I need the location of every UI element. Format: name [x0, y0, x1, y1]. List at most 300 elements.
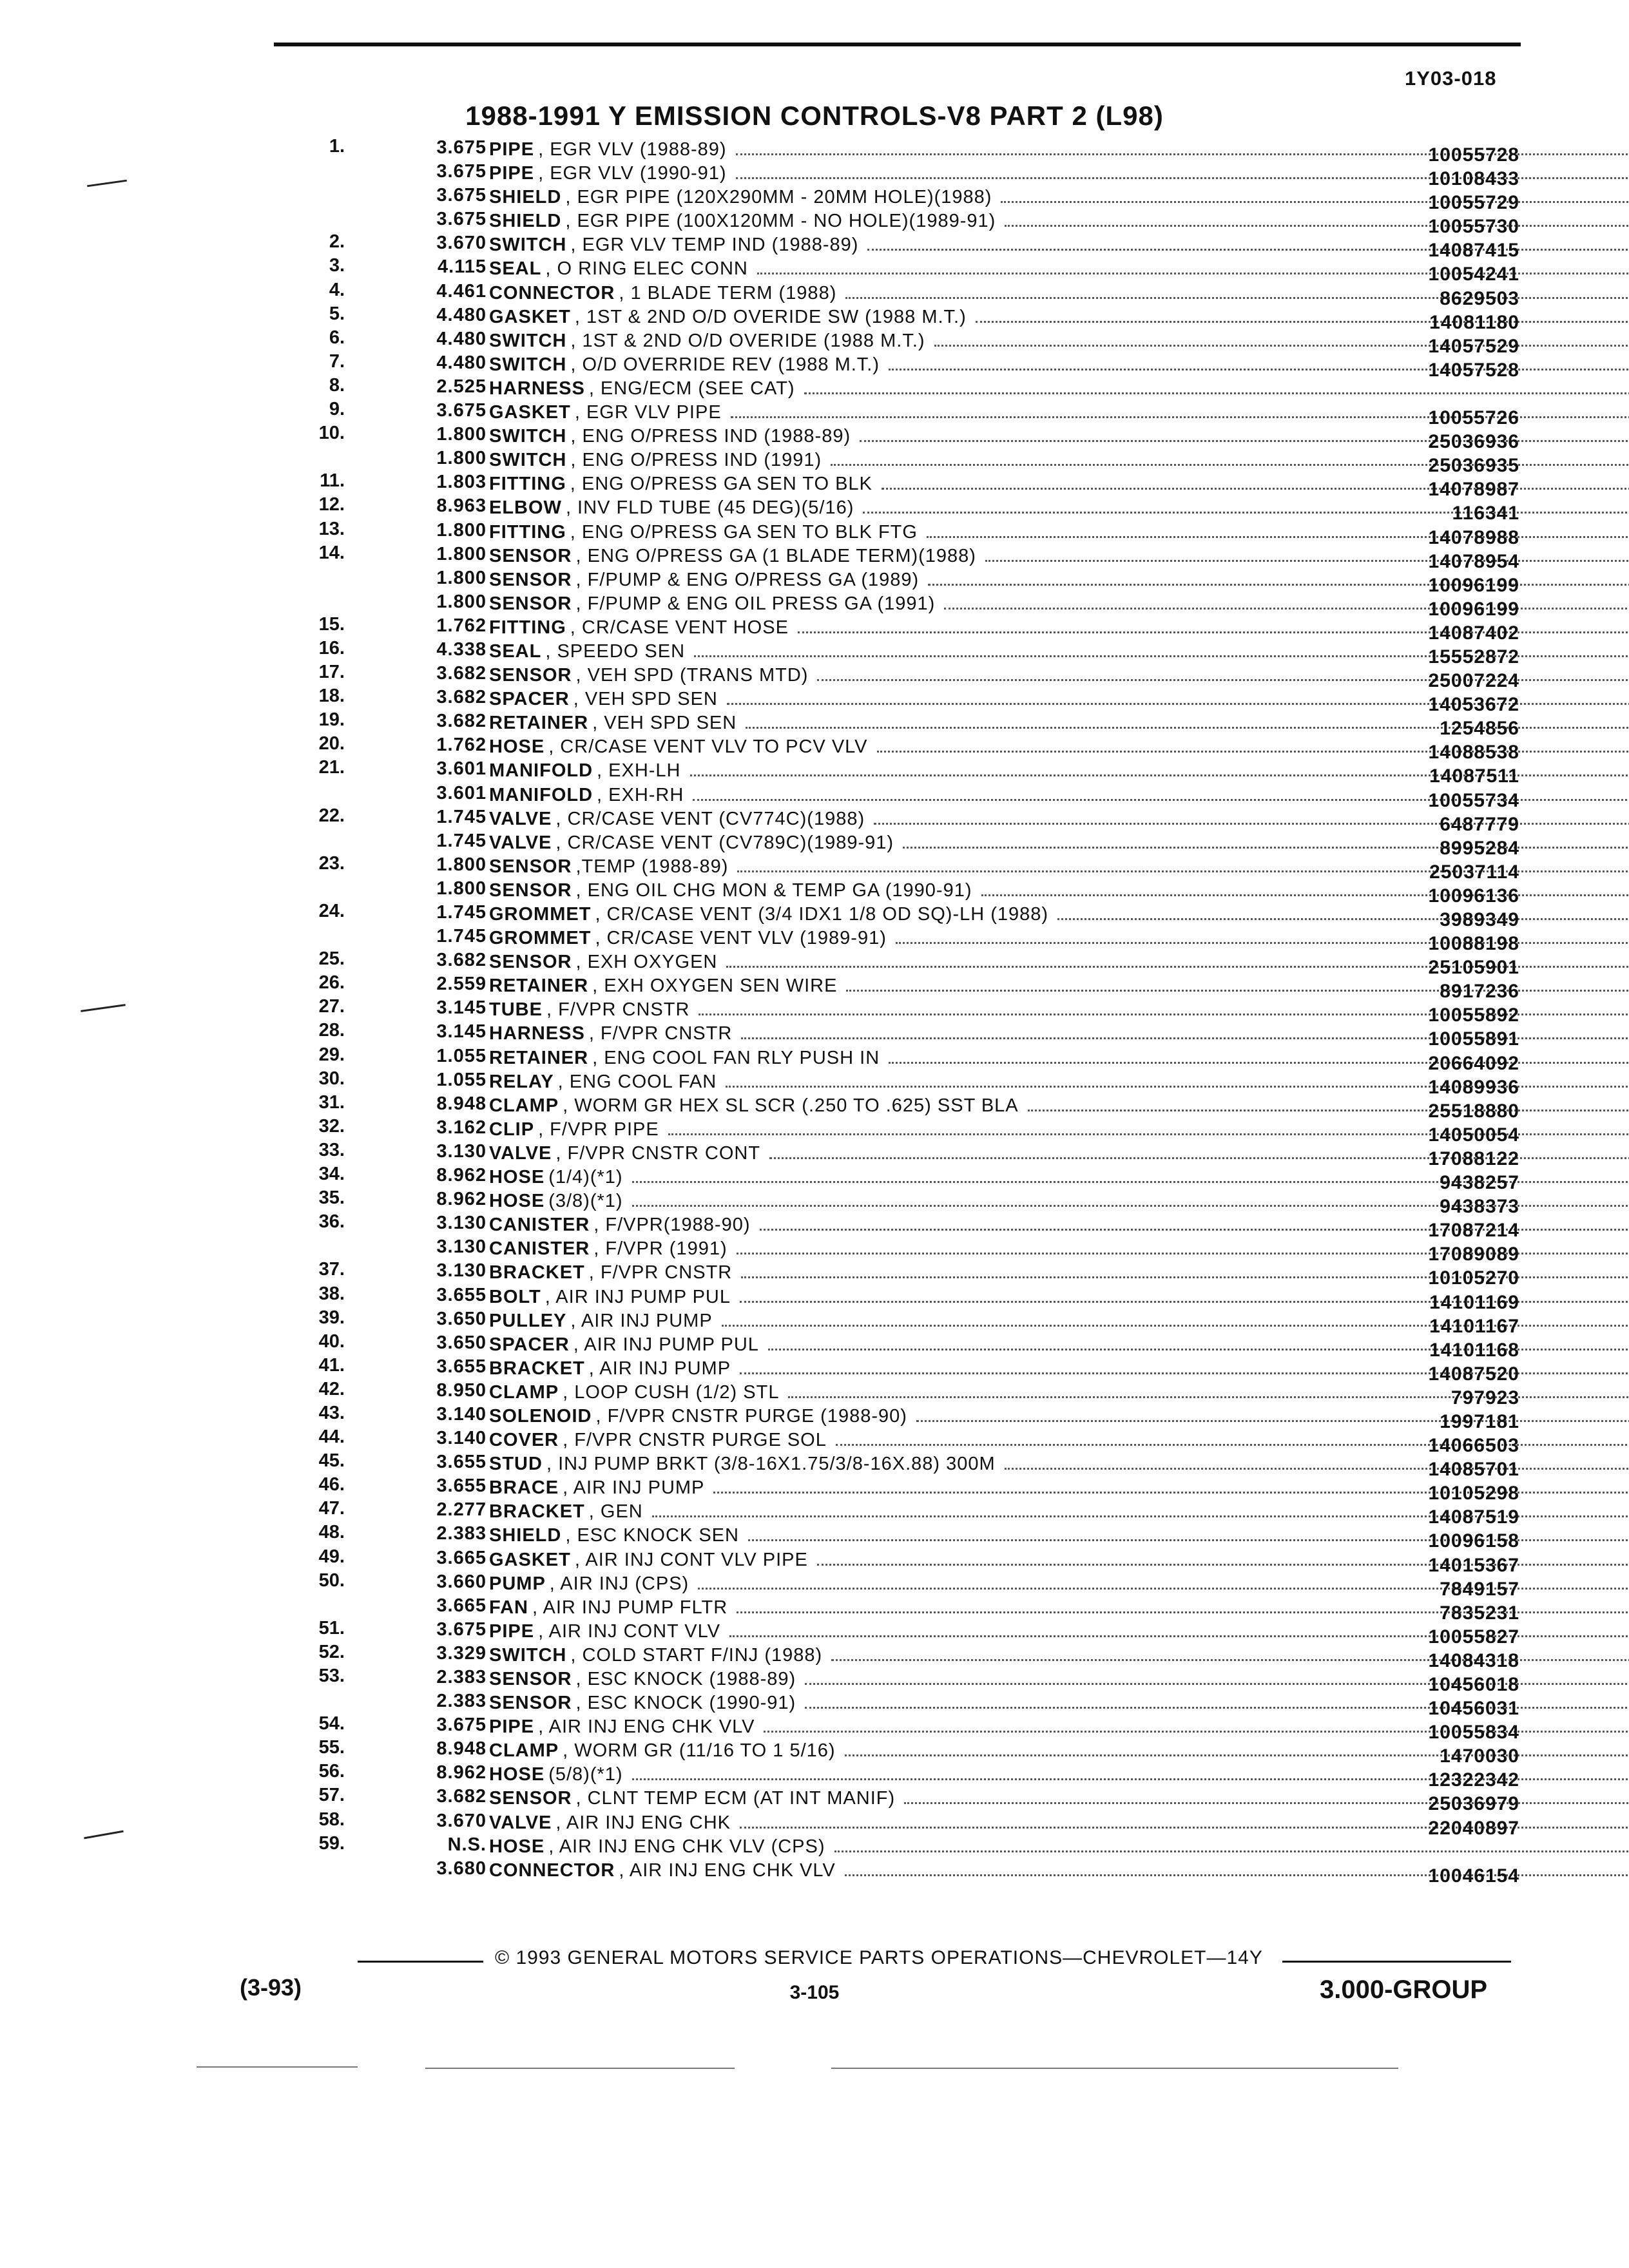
- group-number: 1.800: [436, 854, 487, 875]
- part-detail: , CR/CASE VENT (CV774C)(1988): [555, 808, 865, 829]
- group-number: 3.675: [436, 400, 487, 421]
- part-name: SEAL: [489, 640, 542, 661]
- part-name: SHIELD: [489, 187, 562, 207]
- part-detail: , F/VPR CNSTR PURGE (1988-90): [595, 1405, 907, 1426]
- part-detail: , F/VPR CNSTR: [588, 1023, 733, 1044]
- dot-leader: [834, 1836, 1629, 1852]
- part-name: VALVE: [489, 1812, 552, 1832]
- part-name: GASKET: [489, 1549, 571, 1570]
- part-name: MANIFOLD: [489, 784, 593, 805]
- part-number: 797923: [1451, 1387, 1519, 1408]
- part-name: HOSE: [489, 1764, 545, 1785]
- copyright-notice: © 1993 GENERAL MOTORS SERVICE PARTS OPERATIONS—CHEVROLET—14Y: [495, 1947, 1263, 1968]
- group-number: 3.675: [436, 137, 487, 158]
- item-number: 5.: [329, 303, 345, 324]
- part-number: 17089089: [1428, 1244, 1519, 1265]
- item-number: 35.: [318, 1187, 345, 1209]
- group-number: 8.962: [436, 1189, 487, 1210]
- part-number: 12322342: [1428, 1769, 1519, 1791]
- item-number: 55.: [318, 1737, 345, 1758]
- part-number: 10055891: [1428, 1028, 1519, 1050]
- item-number: 43.: [318, 1402, 345, 1423]
- group-number: 3.130: [436, 1213, 487, 1234]
- dot-leader: [934, 331, 1629, 347]
- margin-mark: [81, 1004, 126, 1012]
- part-name: BRACKET: [489, 1501, 585, 1522]
- part-row: [258, 1020, 1553, 1050]
- part-detail: , VEH SPD (TRANS MTD): [575, 665, 809, 686]
- item-number: 41.: [318, 1354, 345, 1376]
- item-number: 26.: [318, 972, 345, 994]
- part-number: 7835231: [1440, 1602, 1519, 1624]
- margin-mark: [84, 1831, 124, 1840]
- item-number: 46.: [318, 1474, 345, 1495]
- part-detail: , AIR INJ PUMP PUL: [545, 1286, 731, 1307]
- part-detail: , EXH-RH: [597, 784, 684, 805]
- part-number: 10096136: [1428, 885, 1519, 907]
- part-detail: , CR/CASE VENT (CV789C)(1989-91): [555, 832, 894, 852]
- part-name: SENSOR: [489, 593, 572, 613]
- dot-leader: [1057, 904, 1629, 920]
- part-number: 10054241: [1428, 264, 1519, 285]
- item-number: 22.: [318, 805, 345, 826]
- group-number: 4.461: [436, 280, 487, 302]
- part-description: [489, 1836, 1629, 1856]
- item-number: 36.: [318, 1211, 345, 1233]
- part-detail: , ENG O/PRESS IND (1988-89): [570, 426, 851, 447]
- part-detail: , EGR PIPE (100X120MM - NO HOLE)(1989-91): [565, 211, 996, 231]
- parts-list: [258, 136, 1553, 1887]
- group-number: 4.480: [436, 328, 487, 349]
- part-number: 10088198: [1428, 933, 1519, 955]
- part-number: 10105270: [1428, 1267, 1519, 1289]
- item-number: 21.: [318, 757, 345, 778]
- part-row: [258, 494, 1553, 524]
- part-detail: , F/VPR CNSTR: [588, 1262, 733, 1283]
- item-number: 14.: [318, 542, 345, 563]
- part-name: SWITCH: [489, 330, 567, 351]
- part-number: 10055827: [1428, 1626, 1519, 1648]
- part-detail: , F/VPR (1991): [593, 1238, 728, 1259]
- item-number: 37.: [318, 1259, 345, 1280]
- part-row: [258, 1858, 1553, 1887]
- group-number: 3.130: [436, 1140, 487, 1162]
- part-number: 7849157: [1440, 1578, 1519, 1600]
- part-row: [258, 757, 1553, 787]
- part-name: RETAINER: [489, 713, 589, 733]
- margin-mark: [87, 180, 127, 187]
- part-number: 14053672: [1428, 694, 1519, 716]
- part-name: HOSE: [489, 1836, 545, 1856]
- part-name: SHIELD: [489, 1525, 562, 1546]
- group-number: 3.675: [436, 1715, 487, 1736]
- footer-rule-right: [1282, 1961, 1511, 1963]
- item-number: 50.: [318, 1570, 345, 1591]
- part-number: 6487779: [1440, 813, 1519, 835]
- part-detail: , EGR VLV TEMP IND (1988-89): [570, 235, 859, 255]
- part-number: 22040897: [1428, 1817, 1519, 1839]
- item-number: 47.: [318, 1498, 345, 1519]
- part-number: 10456031: [1428, 1698, 1519, 1720]
- group-number: 1.745: [436, 902, 487, 923]
- part-number: 10055728: [1428, 144, 1519, 166]
- part-number: 14066503: [1428, 1435, 1519, 1457]
- group-number: 3.682: [436, 711, 487, 732]
- part-name: HARNESS: [489, 378, 585, 398]
- part-number: 8629503: [1440, 287, 1519, 309]
- part-name: SENSOR: [489, 569, 572, 590]
- part-detail: , F/VPR(1988-90): [593, 1215, 751, 1235]
- group-number: 3.675: [436, 1619, 487, 1640]
- part-detail: , AIR INJ CONT VLV: [538, 1620, 720, 1641]
- part-number: 17088122: [1428, 1148, 1519, 1169]
- part-number: 14087520: [1428, 1363, 1519, 1385]
- item-number: 49.: [318, 1546, 345, 1567]
- item-number: 54.: [318, 1713, 345, 1735]
- group-number: 3.140: [436, 1403, 487, 1425]
- part-name: SWITCH: [489, 450, 567, 470]
- part-number: 25105901: [1428, 957, 1519, 979]
- part-detail: , EGR VLV (1990-91): [538, 163, 727, 184]
- part-number: 14089936: [1428, 1076, 1519, 1098]
- part-number: 25037114: [1429, 861, 1519, 883]
- part-description: [489, 378, 1629, 398]
- part-detail: , AIR INJ PUMP: [588, 1358, 731, 1378]
- part-number: 14101169: [1429, 1291, 1519, 1313]
- scan-line: [425, 2068, 735, 2069]
- dot-leader: [1001, 187, 1629, 203]
- dot-leader: [904, 1788, 1629, 1804]
- part-name: CLIP: [489, 1119, 535, 1139]
- part-name: FITTING: [489, 521, 566, 542]
- header-rule: [274, 43, 1521, 46]
- part-detail: , WORM GR (11/16 TO 1 5/16): [563, 1740, 836, 1761]
- part-detail: , CR/CASE VENT VLV (1989-91): [595, 928, 887, 948]
- part-name: BOLT: [489, 1286, 541, 1307]
- part-name: CONNECTOR: [489, 1860, 615, 1880]
- part-number: 1997181: [1440, 1410, 1519, 1432]
- part-detail: , AIR INJ ENG CHK VLV (CPS): [548, 1836, 825, 1856]
- item-number: 33.: [318, 1139, 345, 1160]
- item-number: 11.: [320, 470, 345, 492]
- item-number: 17.: [318, 662, 345, 683]
- group-number: 3.130: [436, 1260, 487, 1282]
- part-name: GROMMET: [489, 928, 592, 948]
- item-number: 51.: [318, 1617, 345, 1639]
- group-number: 3.601: [436, 758, 487, 780]
- part-row: [258, 1522, 1553, 1552]
- group-number: 3.680: [436, 1858, 487, 1879]
- part-name: RETAINER: [489, 975, 589, 996]
- part-name: FITTING: [489, 474, 566, 494]
- item-number: 12.: [318, 494, 345, 515]
- part-name: VALVE: [489, 808, 552, 829]
- group-number: 2.525: [436, 376, 487, 397]
- part-detail: , ENG O/PRESS IND (1991): [570, 450, 822, 470]
- item-number: 13.: [318, 518, 345, 539]
- group-number: 3.601: [436, 782, 487, 803]
- dot-leader: [928, 570, 1629, 586]
- group-number: 3.145: [436, 1021, 487, 1043]
- dot-leader: [903, 832, 1629, 849]
- part-name: SWITCH: [489, 235, 567, 255]
- item-number: 40.: [318, 1331, 345, 1352]
- part-number: 14087519: [1428, 1506, 1519, 1528]
- part-name: PIPE: [489, 139, 535, 159]
- part-detail: , ENG/ECM (SEE CAT): [588, 378, 795, 398]
- group-number: 1.762: [436, 615, 487, 636]
- group-number: 4.480: [436, 304, 487, 325]
- group-number: 3.682: [436, 663, 487, 684]
- part-name: STUD: [489, 1454, 543, 1474]
- part-number: 10108433: [1428, 168, 1519, 190]
- part-detail: , ENG COOL FAN RLY PUSH IN: [592, 1047, 880, 1068]
- dot-leader: [985, 546, 1629, 562]
- group-number: 8.948: [436, 1738, 487, 1760]
- part-number: 14078988: [1428, 526, 1519, 548]
- part-detail: , EGR VLV PIPE: [574, 402, 722, 423]
- part-number: 8917236: [1440, 981, 1519, 1003]
- part-number: 25036935: [1428, 455, 1519, 477]
- part-detail: , 1 BLADE TERM (1988): [619, 282, 837, 303]
- part-number: 10046154: [1428, 1865, 1519, 1887]
- dot-leader: [981, 880, 1629, 896]
- part-name: VALVE: [489, 1142, 552, 1163]
- item-number: 6.: [329, 327, 345, 348]
- item-number: 28.: [318, 1020, 345, 1041]
- group-number: 8.948: [436, 1093, 487, 1114]
- part-number: 25036979: [1428, 1793, 1519, 1815]
- part-detail: , CR/CASE VENT (3/4 IDX1 1/8 OD SQ)-LH (1988): [595, 904, 1049, 924]
- item-number: 56.: [318, 1761, 345, 1782]
- part-detail: , O RING ELEC CONN: [545, 258, 748, 279]
- part-detail: , F/VPR PIPE: [538, 1119, 659, 1139]
- group-number: 1.800: [436, 591, 487, 612]
- item-number: 48.: [318, 1522, 345, 1543]
- group-number: 1.800: [436, 448, 487, 469]
- part-name: CLAMP: [489, 1740, 559, 1761]
- part-number: 10055726: [1428, 407, 1519, 429]
- part-name: SOLENOID: [489, 1405, 592, 1426]
- group-number: 3.682: [436, 687, 487, 708]
- part-detail: , AIR INJ PUMP: [563, 1477, 705, 1498]
- part-detail: , EXH OXYGEN: [575, 952, 718, 972]
- dot-leader: [976, 307, 1629, 323]
- part-detail: , EXH-LH: [597, 760, 681, 781]
- part-name: HOSE: [489, 1191, 545, 1211]
- part-detail: , VEH SPD SEN: [592, 713, 737, 733]
- item-number: 52.: [318, 1641, 345, 1662]
- part-detail: , ENG COOL FAN: [557, 1071, 717, 1091]
- item-number: 19.: [318, 709, 345, 731]
- part-name: CANISTER: [489, 1215, 590, 1235]
- part-number: 14085701: [1428, 1459, 1519, 1481]
- part-detail: , EGR PIPE (120X290MM - 20MM HOLE)(1988): [565, 187, 992, 207]
- group-number: 3.675: [436, 161, 487, 182]
- group-number: 2.383: [436, 1523, 487, 1544]
- part-number: 10105298: [1428, 1483, 1519, 1504]
- part-detail: , EXH OXYGEN SEN WIRE: [592, 975, 838, 996]
- part-name: ELBOW: [489, 497, 562, 518]
- group-number: 8.950: [436, 1379, 487, 1401]
- dot-leader: [1005, 211, 1629, 227]
- group-number: 3.665: [436, 1547, 487, 1568]
- part-name: PUMP: [489, 1573, 546, 1593]
- part-name: SENSOR: [489, 856, 572, 876]
- part-detail: , ENG O/PRESS GA SEN TO BLK FTG: [570, 521, 918, 542]
- group-number: 3.682: [436, 1786, 487, 1807]
- group-number: 3.665: [436, 1595, 487, 1616]
- item-number: 39.: [318, 1307, 345, 1328]
- group-number: 1.745: [436, 806, 487, 827]
- part-detail: , AIR INJ ENG CHK: [555, 1812, 731, 1832]
- part-row: [258, 255, 1553, 285]
- part-name: GASKET: [489, 306, 571, 327]
- part-name: SWITCH: [489, 1644, 567, 1665]
- part-name: RELAY: [489, 1071, 554, 1091]
- item-number: 9.: [329, 399, 345, 420]
- item-number: 7.: [329, 351, 345, 372]
- item-number: 44.: [318, 1427, 345, 1448]
- item-number: 32.: [318, 1115, 345, 1137]
- revision-date: (3-93): [240, 1974, 302, 2001]
- part-detail: , AIR INJ PUMP FLTR: [532, 1597, 728, 1617]
- part-name: GASKET: [489, 402, 571, 423]
- part-detail: , AIR INJ CONT VLV PIPE: [574, 1549, 808, 1570]
- group-number: 3.130: [436, 1236, 487, 1258]
- group-number: 2.383: [436, 1691, 487, 1712]
- part-name: HOSE: [489, 736, 545, 757]
- dot-leader: [1005, 1454, 1629, 1470]
- group-number: 1.745: [436, 926, 487, 947]
- part-name: PIPE: [489, 1620, 535, 1641]
- part-detail: , ESC KNOCK (1990-91): [575, 1693, 796, 1713]
- part-detail: , INJ PUMP BRKT (3/8-16X1.75/3/8-16X.88) 300M: [546, 1454, 996, 1474]
- part-number: 10096199: [1428, 574, 1519, 596]
- item-number: 24.: [318, 901, 345, 921]
- part-detail: , CLNT TEMP ECM (AT INT MANIF): [575, 1788, 896, 1809]
- part-name: COVER: [489, 1430, 559, 1450]
- part-number: 17087214: [1428, 1220, 1519, 1242]
- item-number: 4.: [329, 279, 345, 300]
- item-number: 18.: [318, 686, 345, 707]
- group-number: 3.655: [436, 1452, 487, 1473]
- part-number: 14087511: [1429, 765, 1519, 787]
- item-number: 42.: [318, 1378, 345, 1399]
- part-name: PIPE: [489, 163, 535, 184]
- scan-line: [831, 2068, 1398, 2069]
- part-name: CANISTER: [489, 1238, 590, 1259]
- group-number: 1.800: [436, 424, 487, 445]
- item-number: 45.: [318, 1450, 345, 1472]
- part-number: 10055892: [1428, 1004, 1519, 1026]
- group-number: 8.962: [436, 1762, 487, 1783]
- part-number: 14101168: [1429, 1339, 1519, 1361]
- part-name: FAN: [489, 1597, 528, 1617]
- group-number: 8.963: [436, 495, 487, 517]
- part-detail: , 1ST & 2ND O/D OVERIDE (1988 M.T.): [570, 330, 925, 351]
- item-number: 2.: [329, 231, 345, 253]
- part-number: 10096199: [1428, 598, 1519, 620]
- part-name: SWITCH: [489, 354, 567, 374]
- item-number: 20.: [318, 733, 345, 754]
- part-name: SENSOR: [489, 1693, 572, 1713]
- part-detail: , LOOP CUSH (1/2) STL: [563, 1381, 780, 1402]
- group-number: 1.055: [436, 1045, 487, 1066]
- part-number: 9438373: [1440, 1196, 1519, 1218]
- part-name: PULLEY: [489, 1310, 567, 1331]
- group-number: 4.480: [436, 352, 487, 373]
- item-number: 34.: [318, 1164, 345, 1185]
- part-name: SENSOR: [489, 1669, 572, 1689]
- part-detail: , F/VPR CNSTR: [546, 999, 690, 1020]
- item-number: 16.: [318, 637, 345, 658]
- group-number: 8.962: [436, 1165, 487, 1186]
- group-number: 3.140: [436, 1428, 487, 1449]
- part-name: HOSE: [489, 1167, 545, 1187]
- item-number: 57.: [318, 1785, 345, 1806]
- group-number: 1.745: [436, 830, 487, 851]
- scan-line: [197, 2066, 358, 2068]
- part-detail: , GEN: [588, 1501, 643, 1522]
- part-name: VALVE: [489, 832, 552, 852]
- part-detail: , F/PUMP & ENG O/PRESS GA (1989): [575, 569, 920, 590]
- group-number: 3.670: [436, 233, 487, 254]
- group-number: 3.660: [436, 1571, 487, 1592]
- item-number: 53.: [318, 1666, 345, 1686]
- part-name: SENSOR: [489, 665, 572, 686]
- part-name: CLAMP: [489, 1381, 559, 1402]
- dot-leader: [1028, 1095, 1629, 1111]
- footer-rule-left: [358, 1961, 483, 1963]
- part-detail: , WORM GR HEX SL SCR (.250 TO .625) SST BLA: [563, 1095, 1019, 1115]
- part-number: 14084318: [1428, 1649, 1519, 1671]
- part-number: 25036936: [1428, 431, 1519, 453]
- part-number: 14101167: [1429, 1315, 1519, 1337]
- part-number: 14087415: [1428, 240, 1519, 262]
- page-title: 1988-1991 Y EMISSION CONTROLS-V8 PART 2 (L98): [465, 101, 1164, 131]
- item-number: 29.: [318, 1044, 345, 1065]
- part-detail: , AIR INJ (CPS): [549, 1573, 689, 1593]
- part-detail: , F/PUMP & ENG OIL PRESS GA (1991): [575, 593, 936, 613]
- part-number: 10055730: [1428, 216, 1519, 238]
- part-detail: (5/8)(*1): [548, 1764, 623, 1785]
- part-detail: , CR/CASE VENT HOSE: [570, 617, 789, 637]
- part-number: 20664092: [1428, 1052, 1519, 1074]
- part-detail: , ESC KNOCK (1988-89): [575, 1669, 796, 1689]
- group-number: 1.055: [436, 1069, 487, 1090]
- part-detail: , CR/CASE VENT VLV TO PCV VLV: [548, 736, 868, 757]
- part-number: 1254856: [1440, 718, 1519, 740]
- part-name: SENSOR: [489, 545, 572, 566]
- part-name: SPACER: [489, 689, 570, 709]
- part-name: HARNESS: [489, 1023, 585, 1044]
- part-detail: , EGR VLV (1988-89): [538, 139, 727, 159]
- group-number: 3.655: [436, 1284, 487, 1305]
- group-number: 2.559: [436, 974, 487, 995]
- part-number: 10456018: [1428, 1674, 1519, 1695]
- group-number: N.S.: [447, 1834, 487, 1855]
- part-detail: , ESC KNOCK SEN: [565, 1525, 739, 1546]
- part-detail: , F/VPR CNSTR CONT: [555, 1142, 761, 1163]
- part-name: SENSOR: [489, 952, 572, 972]
- part-number: 14088538: [1428, 742, 1519, 764]
- part-number: 14050054: [1428, 1124, 1519, 1146]
- part-number: 14078987: [1428, 479, 1519, 501]
- part-row: [258, 1785, 1553, 1815]
- part-detail: , F/VPR CNSTR PURGE SOL: [563, 1430, 827, 1450]
- group-number: 2.277: [436, 1499, 487, 1521]
